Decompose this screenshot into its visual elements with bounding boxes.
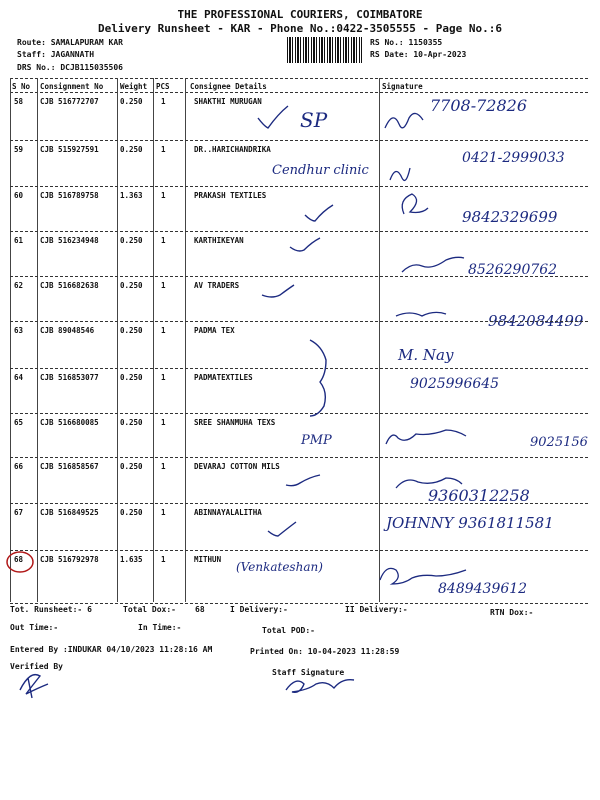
- cell-weight: 0.250: [120, 418, 143, 427]
- cell-cons: CJB 516234948: [40, 236, 99, 245]
- drs-label: DRS No.: DCJB115035506: [17, 63, 123, 72]
- cell-pcs: 1: [161, 462, 166, 471]
- runsheet-title: Delivery Runsheet - KAR - Phone No.:0422-3505555 - Page No.:6: [98, 22, 502, 35]
- cell-consignee: AV TRADERS: [194, 281, 240, 290]
- cell-cons: CJB 516853077: [40, 373, 99, 382]
- printed-on: Printed On: 10-04-2023 11:28:59: [250, 647, 400, 656]
- col-pcs: PCS: [156, 82, 170, 91]
- cell-weight: 0.250: [120, 236, 143, 245]
- col-consignee: Consignee Details: [190, 82, 267, 91]
- cell-pcs: 1: [161, 145, 166, 154]
- cell-cons: CJB 515927591: [40, 145, 99, 154]
- cell-pcs: 1: [161, 191, 166, 200]
- entered-by: Entered By :INDUKAR 04/10/2023 11:28:16 AM: [10, 645, 213, 654]
- handwritten-signature-text: 9025156: [530, 435, 588, 450]
- cell-sno: 68: [14, 555, 24, 564]
- cell-cons: CJB 516858567: [40, 462, 99, 471]
- cell-weight: 0.250: [120, 508, 143, 517]
- cell-pcs: 1: [161, 281, 166, 290]
- brace-mark: [310, 340, 326, 416]
- cell-weight: 1.635: [120, 555, 143, 564]
- handwritten-signature-text: 9842329699: [462, 208, 558, 226]
- cell-consignee: PADMA TEX: [194, 326, 235, 335]
- handwritten-signature-text: 8526290762: [468, 262, 558, 278]
- cell-weight: 0.250: [120, 281, 143, 290]
- tick-mark: [290, 238, 320, 251]
- signature-scribble: [402, 257, 464, 272]
- cell-pcs: 1: [161, 97, 166, 106]
- verified-by: Verified By: [10, 662, 63, 671]
- rs-number: RS No.: 1150355: [370, 38, 443, 47]
- in-time: In Time:-: [138, 623, 182, 632]
- cell-sno: 67: [14, 508, 24, 517]
- cell-sno: 64: [14, 373, 24, 382]
- cell-pcs: 1: [161, 555, 166, 564]
- cell-weight: 0.250: [120, 326, 143, 335]
- cell-weight: 0.250: [120, 97, 143, 106]
- cell-consignee: SREE SHANMUHA TEXS: [194, 418, 276, 427]
- handwritten-signature-text: 7708-72826: [430, 96, 528, 115]
- out-time: Out Time:-: [10, 623, 59, 632]
- cell-cons: CJB 89048546: [40, 326, 95, 335]
- staff-label: Staff: JAGANNATH: [17, 50, 95, 59]
- cell-consignee: DEVARAJ COTTON MILS: [194, 462, 280, 471]
- tick-mark: [286, 475, 320, 486]
- cell-cons: CJB 516789758: [40, 191, 99, 200]
- handwritten-signature-text: 9842084499: [488, 312, 584, 330]
- signature-scribble: [380, 568, 466, 584]
- handwritten-signature-text: M. Nay: [398, 346, 454, 364]
- cell-pcs: 1: [161, 373, 166, 382]
- cell-pcs: 1: [161, 236, 166, 245]
- cell-consignee: KARTHIKEYAN: [194, 236, 244, 245]
- handwritten-signature-text: JOHNNY 9361811581: [386, 514, 554, 532]
- handwritten-signature-text: 9360312258: [428, 486, 530, 505]
- handwritten-note: PMP: [301, 433, 332, 448]
- table-bottom-rule: [10, 603, 588, 604]
- cell-pcs: 1: [161, 418, 166, 427]
- rs-date: RS Date: 10-Apr-2023: [370, 50, 467, 59]
- tick-mark: [305, 205, 333, 221]
- verifier-signature: [20, 675, 48, 698]
- col-sno: S No: [12, 82, 31, 91]
- cell-weight: 0.250: [120, 145, 143, 154]
- cell-sno: 63: [14, 326, 24, 335]
- col-consignment: Consignment No: [40, 82, 104, 91]
- signature-scribble: [396, 478, 462, 488]
- cell-sno: 66: [14, 462, 24, 471]
- staff-signature-scribble: [286, 680, 354, 693]
- handwritten-signature-text: 0421-2999033: [462, 150, 565, 166]
- circle-mark: [7, 552, 33, 572]
- cell-consignee: DR..HARICHANDRIKA: [194, 145, 271, 154]
- signature-scribble: [396, 312, 446, 316]
- tick-mark: [258, 106, 288, 128]
- i-delivery: I Delivery:-: [230, 605, 288, 614]
- tick-mark: [268, 522, 296, 536]
- handwritten-note: Cendhur clinic: [272, 163, 369, 178]
- cell-consignee: ABINNAYALALITHA: [194, 508, 262, 517]
- cell-sno: 65: [14, 418, 24, 427]
- signature-scribble: [390, 168, 410, 180]
- cell-cons: CJB 516682638: [40, 281, 99, 290]
- company-title: THE PROFESSIONAL COURIERS, COIMBATORE: [177, 8, 423, 21]
- cell-pcs: 1: [161, 326, 166, 335]
- total-dox-value: 68: [195, 605, 205, 614]
- rtn-dox: RTN Dox:-: [490, 608, 534, 617]
- handwritten-signature-text: 8489439612: [438, 581, 528, 597]
- tot-runsheet: Tot. Runsheet:- 6: [10, 605, 92, 614]
- total-pod: Total POD:-: [262, 626, 315, 635]
- signature-scribble: [402, 194, 428, 214]
- cell-consignee: MITHUN: [194, 555, 222, 564]
- cell-sno: 58: [14, 97, 24, 106]
- signature-scribble: [385, 113, 423, 128]
- cell-sno: 62: [14, 281, 24, 290]
- cell-cons: CJB 516680085: [40, 418, 99, 427]
- cell-sno: 61: [14, 236, 24, 245]
- cell-cons: CJB 516792978: [40, 555, 99, 564]
- handwritten-signature-text: 9025996645: [410, 376, 500, 392]
- cell-pcs: 1: [161, 508, 166, 517]
- cell-cons: CJB 516772707: [40, 97, 99, 106]
- col-signature: Signature: [382, 82, 423, 91]
- total-dox-label: Total Dox:-: [123, 605, 176, 614]
- tick-mark: [262, 285, 294, 297]
- cell-weight: 1.363: [120, 191, 143, 200]
- ii-delivery: II Delivery:-: [345, 605, 408, 614]
- cell-cons: CJB 516849525: [40, 508, 99, 517]
- handwritten-note: SP: [300, 108, 328, 132]
- cell-consignee: SHAKTHI MURUGAN: [194, 97, 262, 106]
- cell-sno: 59: [14, 145, 24, 154]
- cell-consignee: PADMATEXTILES: [194, 373, 253, 382]
- staff-signature-label: Staff Signature: [272, 668, 345, 677]
- col-weight: Weight: [120, 82, 148, 91]
- cell-sno: 60: [14, 191, 24, 200]
- signature-scribble: [386, 430, 466, 444]
- route-label: Route: SAMALAPURAM KAR: [17, 38, 123, 47]
- handwritten-note: (Venkateshan): [236, 560, 323, 574]
- cell-consignee: PRAKASH TEXTILES: [194, 191, 267, 200]
- cell-weight: 0.250: [120, 373, 143, 382]
- cell-weight: 0.250: [120, 462, 143, 471]
